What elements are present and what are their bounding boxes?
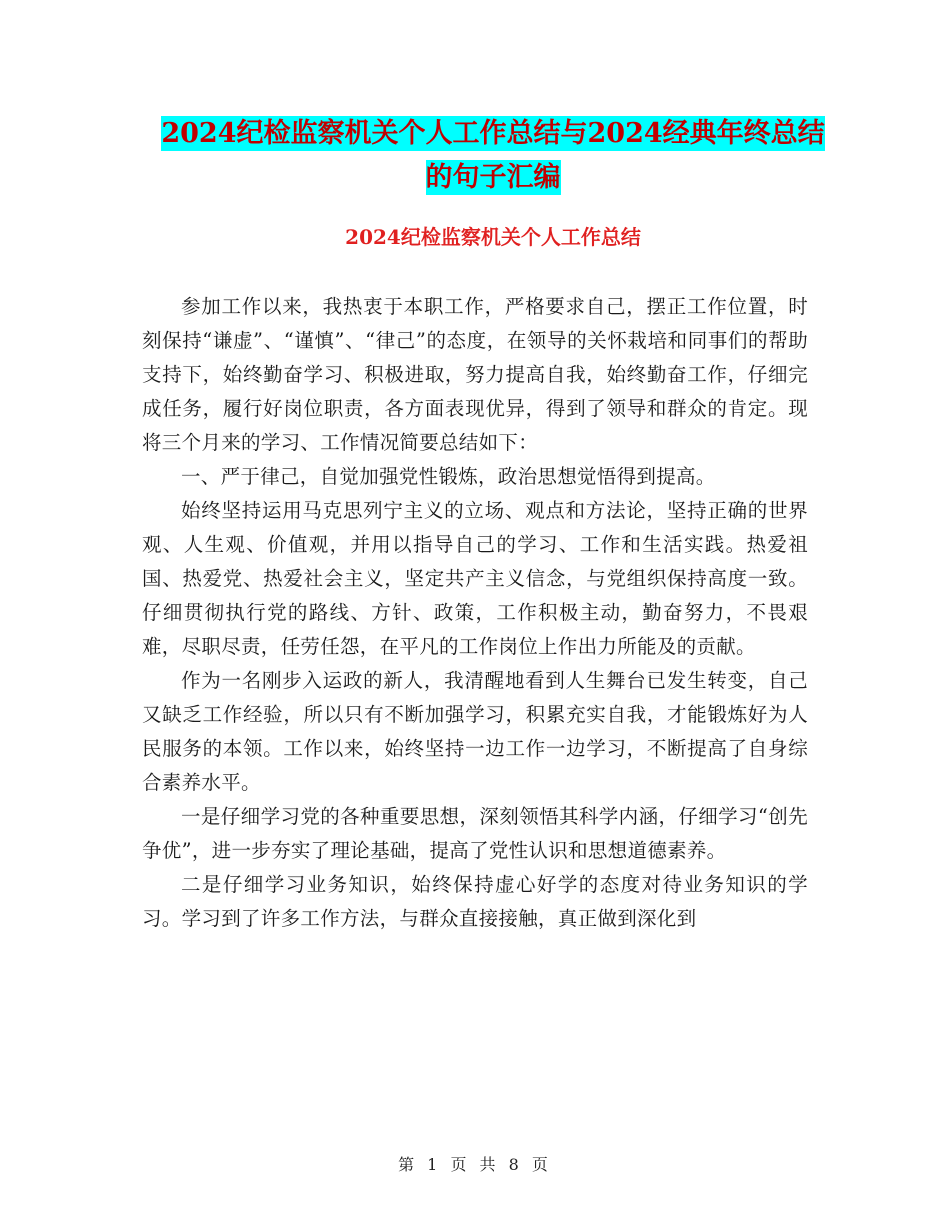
- document-title-line-1: 2024纪检监察机关个人工作总结与2024经典年终总结: [161, 118, 825, 149]
- paragraph-2: 一、严于律己，自觉加强党性锻炼，政治思想觉悟得到提高。: [181, 465, 716, 488]
- paragraph-5: 一是仔细学习党的各种重要思想，深刻领悟其科学内涵，仔细学习“创先争优”，进一步夯实了理论基础，提高了党性认识和思想道德素养。: [142, 805, 808, 862]
- document-title-line-2: 的句子汇编: [425, 162, 561, 193]
- page-footer: 第 1 页 共 8 页: [398, 1155, 552, 1174]
- paragraph-3: 始终坚持运用马克思列宁主义的立场、观点和方法论，坚持正确的世界观、人生观、价值观，并用以指导自己的学习、工作和生活实践。热爱祖国、热爱党、热爱社会主义，坚定共产主义信念，与党组织保持高度一致。仔细贯彻执行党的路线、方针、政策，工作积极主动，勤奋努力，不畏艰难，尽职尽责，任劳任怨，在平凡的工作岗位上作出力所能及的贡献。: [142, 499, 808, 658]
- document-title: [140, 112, 846, 200]
- paragraph-6: 二是仔细学习业务知识，始终保持虚心好学的态度对待业务知识的学习。学习到了许多工作方法，与群众直接接触，真正做到深化到: [142, 873, 808, 930]
- paragraph-4: 作为一名刚步入运政的新人，我清醒地看到人生舞台已发生转变，自己又缺乏工作经验，所以只有不断加强学习，积累充实自我，才能锻炼好为人民服务的本领。工作以来，始终坚持一边工作一边学习，不断提高了自身综合素养水平。: [142, 669, 808, 794]
- paragraph-1: 参加工作以来，我热衷于本职工作，严格要求自己，摆正工作位置，时刻保持“谦虚”、“谨慎”、“律己”的态度，在领导的关怀栽培和同事们的帮助支持下，始终勤奋学习、积极进取，努力提高自我，始终勤奋工作，仔细完成任务，履行好岗位职责，各方面表现优异，得到了领导和群众的肯定。现将三个月来的学习、工作情况简要总结如下：: [142, 295, 808, 454]
- document-body: [142, 290, 808, 936]
- section-title: 2024纪检监察机关个人工作总结: [345, 225, 641, 249]
